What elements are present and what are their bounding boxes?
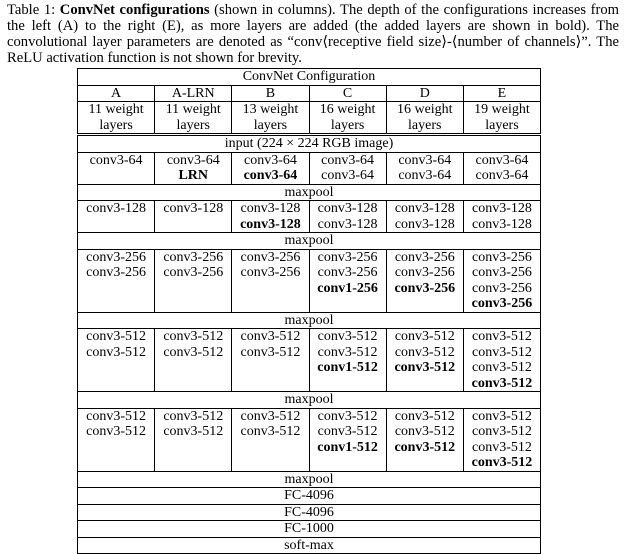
layer-row: input (224 × 224 RGB image) [78,136,540,153]
layer: conv3-512 [240,329,301,344]
layer: conv3-512 [394,408,455,424]
layer: conv3-256 [394,265,455,280]
layer: conv3-512 [240,424,301,439]
layer: conv3-64 [321,152,375,168]
layer: conv3-256 [394,249,455,265]
conv-block-cell [155,153,232,184]
conv-block-row [78,250,540,313]
added-layer: conv3-64 [243,168,298,183]
caption-bold-title: ConvNet configurations [59,2,210,18]
column-header: E [497,85,507,101]
added-layer: conv1-512 [317,439,378,455]
conv-block-cell [387,409,464,471]
column-header: A [78,86,155,102]
conv-block-cell [310,201,387,232]
layer-row: maxpool [78,392,540,409]
layer: conv3-512 [472,408,532,424]
conv-block-row [78,329,540,392]
depth-line: 16 weight [396,102,453,117]
conv-block-cell [155,250,232,312]
conv-block-cell [155,329,232,391]
conv-block-cell [464,409,540,471]
conv-block-cell [155,409,232,471]
conv-block-cell [78,329,155,391]
conv-block-cell [232,250,309,312]
layer: conv3-256 [163,265,224,280]
layer-row: FC-4096 [78,488,540,505]
added-layer: conv1-512 [317,360,378,375]
added-layer: conv3-512 [471,455,533,470]
config-header-table [77,68,541,134]
conv-block-cell [387,250,464,312]
layer: conv3-128 [394,201,455,216]
layer: conv3-256 [240,249,301,265]
added-layer: conv1-256 [317,280,378,296]
layer: conv3-64 [475,152,529,168]
layer: conv3-512 [86,408,147,424]
depth-line: layers [253,117,288,133]
table-caption [7,2,619,66]
layer: conv3-512 [317,344,378,360]
depth-line: 11 weight [88,102,144,117]
layer: conv3-512 [163,408,224,424]
layer-row: FC-1000 [78,521,540,538]
conv-block-cell [78,409,155,471]
conv-block-cell [232,201,309,232]
conv-block-cell [78,250,155,312]
conv-block-cell [464,201,540,232]
layer: conv3-512 [317,424,378,439]
layer-row: soft-max [284,537,334,553]
conv-block-cell [232,153,309,184]
layer: conv3-256 [163,249,224,265]
depth-cell [464,102,540,133]
conv-block-cell [464,153,540,184]
conv-block-cell [464,329,540,391]
layer-row: FC-4096 [78,505,540,522]
layer: conv3-512 [472,344,532,360]
layer: conv3-128 [317,216,378,232]
layer: conv3-512 [163,424,224,439]
conv-block-cell [387,153,464,184]
conv-block-row [78,153,540,185]
layer: conv3-256 [86,249,147,265]
layer: conv3-64 [243,152,297,168]
config-layers-table [77,135,541,554]
layer: conv3-256 [86,265,147,280]
layer: conv3-512 [394,424,455,439]
layer-row: maxpool [78,313,540,330]
layer: conv3-128 [472,216,532,232]
layer: conv3-512 [472,439,532,455]
conv-block-cell [232,329,309,391]
depth-cell [387,102,464,133]
layer: conv3-512 [86,424,147,439]
layer: conv3-128 [317,201,378,216]
added-layer: LRN [178,168,209,183]
column-header: A-LRN [155,86,232,102]
layer: conv3-512 [472,360,532,375]
layer: conv3-128 [240,201,301,216]
layer: conv3-512 [86,344,147,360]
column-header: D [387,86,464,102]
layer: conv3-512 [394,329,455,344]
layer: conv3-256 [317,265,378,280]
conv-block-cell [387,201,464,232]
layer: conv3-128 [472,201,532,216]
column-header: B [232,86,309,102]
conv-block-cell [310,329,387,391]
depth-line: layers [408,117,442,133]
column-header: C [310,86,387,102]
added-layer: conv3-512 [394,360,456,375]
layer: conv3-512 [317,408,378,424]
layer: conv3-64 [166,152,220,168]
table-title: ConvNet Configuration [78,69,540,86]
layer: conv3-256 [240,265,301,280]
layer: conv3-512 [240,408,301,424]
depth-cell [155,102,232,133]
layer: conv3-512 [317,329,378,344]
conv-block-cell [78,201,155,232]
depth-line: 13 weight [242,102,299,117]
added-layer: conv3-128 [240,216,301,232]
layer-row: maxpool [78,233,540,250]
conv-block-cell [310,409,387,471]
depth-line: 16 weight [319,102,376,117]
conv-block-cell [155,201,232,232]
layer: conv3-64 [475,168,529,183]
depth-line: layers [176,117,210,133]
layer: conv3-512 [163,329,224,344]
caption-prefix: Table 1: [7,2,60,18]
layer: conv3-256 [472,280,532,296]
layer: conv3-256 [317,249,378,265]
conv-block-cell [387,329,464,391]
depth-line: 11 weight [165,102,221,117]
depth-line: layers [330,117,365,133]
layer: conv3-128 [163,201,224,216]
layer: conv3-512 [394,344,455,360]
layer-row: maxpool [78,472,540,489]
layer: conv3-256 [472,249,532,265]
added-layer: conv3-256 [471,296,533,311]
added-layer: conv3-256 [394,280,456,296]
layer: conv3-512 [472,329,532,344]
layer: conv3-64 [398,152,452,168]
layer: conv3-64 [398,168,452,183]
added-layer: conv3-512 [471,375,533,391]
layer: conv3-64 [89,152,143,168]
column-names-row [78,86,540,103]
layer-row: maxpool [78,185,540,202]
depth-cell [310,102,387,133]
conv-block-cell [310,153,387,184]
layer: conv3-512 [163,344,224,360]
added-layer: conv3-512 [394,439,456,455]
caption-text: (shown in columns). The depth of the configurations increases from the left (A) to the right (E), as more layers are added (the added layers are shown in bold). The convolutional layer parameters are denoted as “conv⟨receptive field size⟩-⟨number of channels⟩”. The ReLU activation function is not shown for brevity. [7,2,619,66]
layer: conv3-512 [240,344,301,360]
depth-line: 19 weight [474,102,530,117]
conv-block-cell [232,409,309,471]
layer: conv3-64 [321,168,375,183]
depth-cell [232,102,309,133]
layer: conv3-128 [86,201,147,216]
depth-row [78,102,540,133]
depth-cell [78,102,155,133]
depth-line: layers [485,117,519,133]
conv-block-cell [78,153,155,184]
layer: conv3-128 [394,216,455,232]
layer: conv3-256 [472,265,532,280]
conv-block-row [78,409,540,472]
conv-block-cell [310,250,387,312]
layer: conv3-512 [472,424,532,439]
layer: conv3-512 [86,329,147,344]
conv-block-cell [464,250,540,312]
conv-block-row [78,201,540,233]
depth-line: layers [99,117,133,133]
